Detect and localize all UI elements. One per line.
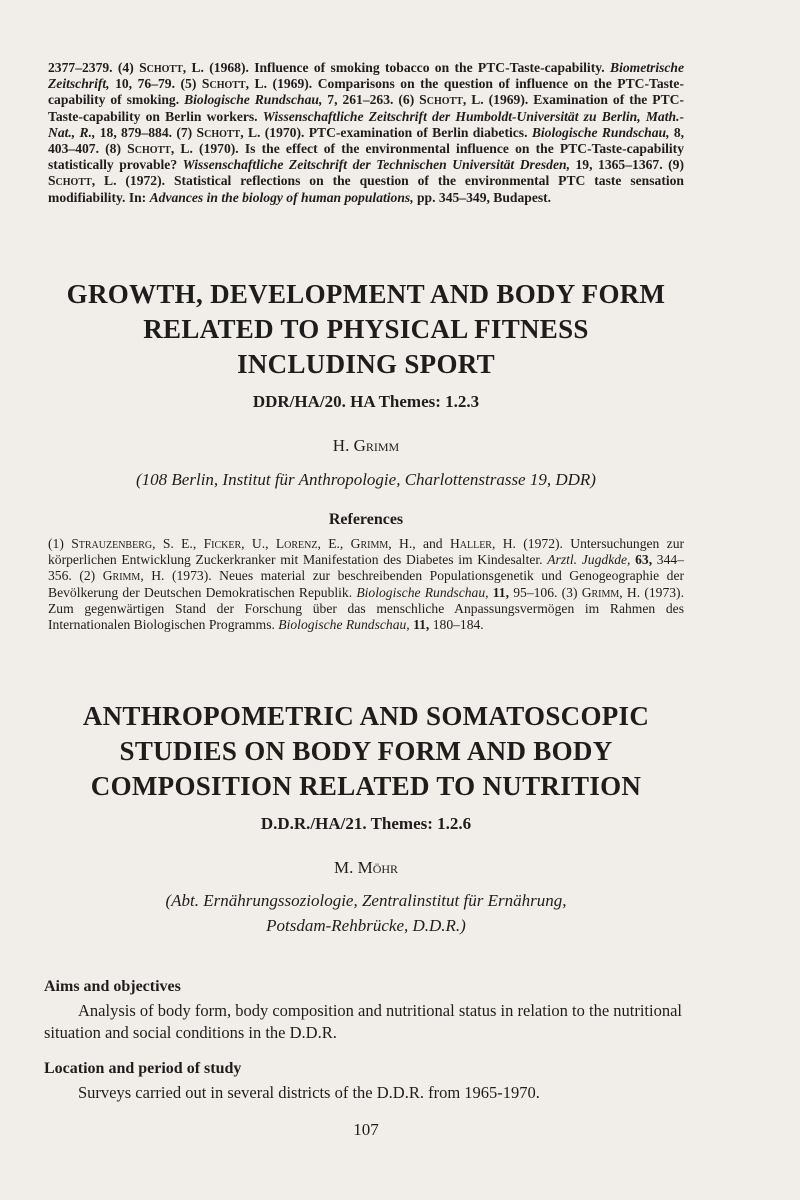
ref-journal: Biologische Rundschau, — [356, 584, 489, 600]
ref-text: (1) — [48, 536, 72, 551]
ref-text: , L. (1968). Influence of smoking tobacco on the PTC-Taste-capability. — [182, 60, 610, 75]
author-name: Möhr — [357, 858, 399, 877]
ref-author: Schott — [419, 92, 463, 108]
section1-references — [48, 536, 684, 633]
ref-text: , S. E., — [152, 536, 204, 551]
ref-text: 10, 76–79. (5) — [109, 76, 202, 92]
section2-affiliation-line1: (Abt. Ernährungssoziologie, Zentralinstitut für Ernährung, — [165, 891, 567, 910]
ref-text: 7, 261–263. (6) — [322, 92, 420, 108]
ref-author: Grimm — [102, 568, 141, 584]
ref-text: pp. 345–349, Budapest. — [413, 189, 552, 205]
continued-references — [48, 60, 684, 206]
ref-author: Lorenz — [275, 536, 318, 551]
ref-author: Grimm — [350, 536, 389, 551]
ref-volume: 11, — [409, 617, 430, 633]
ref-author: Schott — [139, 60, 183, 75]
ref-text: 18, 879–884. (7) — [95, 124, 197, 140]
section2-title-line2: STUDIES ON BODY FORM AND BODY — [119, 736, 613, 766]
reference-paragraph — [48, 60, 684, 206]
ref-text: 344–356. (2) — [48, 552, 684, 584]
ref-text: 95–106. (3) — [509, 584, 582, 600]
section1-affiliation: (108 Berlin, Institut für Anthropologie, Charlottenstrasse 19, DDR) — [136, 470, 596, 489]
author-name: Grimm — [353, 436, 400, 455]
section2-author — [40, 858, 692, 878]
aims-body: Analysis of body form, body composition and nutritional status in relation to the nutritional situation and social conditions in the D.D.R. — [44, 1001, 683, 1042]
section1-title-line3: INCLUDING SPORT — [237, 349, 495, 379]
ref-text: , L. (1972). Statistical reflections on the question of the environmental PTC taste sensation modifiability. In: — [48, 173, 684, 205]
aims-heading: Aims and objectives — [44, 978, 181, 995]
ref-text: , L. (1970). PTC-examination of Berlin diabetics. — [240, 124, 532, 140]
ref-journal: Arztl. Jugdkde, — [547, 552, 631, 568]
location-text — [44, 1082, 684, 1104]
author-initial: H. — [332, 436, 354, 455]
ref-journal: Wissenschaftliche Zeitschrift der Humboldt-Universität zu Berlin, Math.-Nat., R., — [48, 108, 684, 140]
ref-text: , H. (1973). Zum gegenwärtigen Stand der Forschung über das menschliche Anpassungsvermögen im Rahmen des Internationalen Biologischen Programms. — [48, 584, 684, 633]
ref-text: 180–184. — [429, 617, 484, 633]
location-body: Surveys carried out in several districts of the D.D.R. from 1965-1970. — [78, 1083, 540, 1102]
ref-journal: Biologische Rundschau, — [184, 92, 323, 108]
ref-text: , H. (1973). Neues material zur beschreibenden Populationsgenetik und Genogeographie der Bevölkerung der Deutschen Demokratischen Republik. — [48, 568, 685, 600]
ref-author: Schott — [196, 124, 241, 140]
ref-text: , L. (1969). Examination of the PTC-Taste-capability on Berlin workers. — [48, 92, 684, 124]
ref-text: , L. (1970). Is the effect of the environmental influence on the PTC-Taste-capability statistically provable? — [48, 141, 685, 173]
location-heading: Location and period of study — [44, 1060, 242, 1077]
ref-author: Strauzenberg — [71, 536, 153, 551]
ref-journal: Biologische Rundschau, — [278, 617, 410, 633]
ref-author: Schott — [201, 76, 246, 92]
ref-text: , L. (1969). Comparisons on the question of influence on the PTC-Taste-capability of smoking. — [48, 76, 684, 108]
ref-volume: 11, — [488, 584, 510, 600]
ref-journal: Biometrische Zeitschrift, — [48, 60, 685, 92]
page-number: 107 — [353, 1120, 379, 1139]
ref-author: Haller — [449, 536, 492, 551]
ref-text: 2377–2379. (4) — [48, 60, 140, 75]
section2-title-line1: ANTHROPOMETRIC AND SOMATOSCOPIC — [82, 701, 650, 731]
ref-journal: Advances in the biology of human populations, — [149, 189, 414, 205]
ref-author: Schott — [127, 141, 171, 157]
author-initial: M. — [333, 858, 358, 877]
ref-text: 19, 1365–1367. (9) — [569, 157, 684, 173]
ref-author: Grimm — [581, 584, 620, 600]
ref-text: , E., — [317, 536, 351, 551]
section2-title-line3: COMPOSITION RELATED TO NUTRITION — [90, 771, 642, 801]
ref-author: Schott — [48, 173, 92, 189]
aims-text — [44, 1000, 684, 1044]
ref-author: Ficker — [203, 536, 242, 551]
section1-references-heading: References — [328, 511, 404, 528]
section1-title-line1: GROWTH, DEVELOPMENT AND BODY FORM — [66, 279, 666, 309]
ref-journal: Biologische Rundschau, — [531, 124, 670, 140]
ref-volume: 63, — [630, 552, 653, 568]
ref-journal: Wissenschaftliche Zeitschrift der Technischen Universität Dresden, — [182, 157, 570, 173]
section1-title-line2: RELATED TO PHYSICAL FITNESS — [143, 314, 589, 344]
section1-themes: DDR/HA/20. HA Themes: 1.2.3 — [252, 392, 480, 411]
ref-text: , H., and — [388, 536, 450, 551]
ref-text: , H. (1972). Untersuchungen zur körperlichen Entwicklung Zuckerkranker mit Manifestation des Diabetes im Kindesalter. — [48, 536, 685, 568]
section2-affiliation-line2: Potsdam-Rehbrücke, D.D.R.) — [266, 916, 466, 935]
section1-author — [40, 436, 692, 456]
section2-themes: D.D.R./HA/21. Themes: 1.2.6 — [260, 814, 472, 833]
ref-text: , U., — [241, 536, 276, 551]
ref-text: 8, 403–407. (8) — [48, 124, 685, 157]
